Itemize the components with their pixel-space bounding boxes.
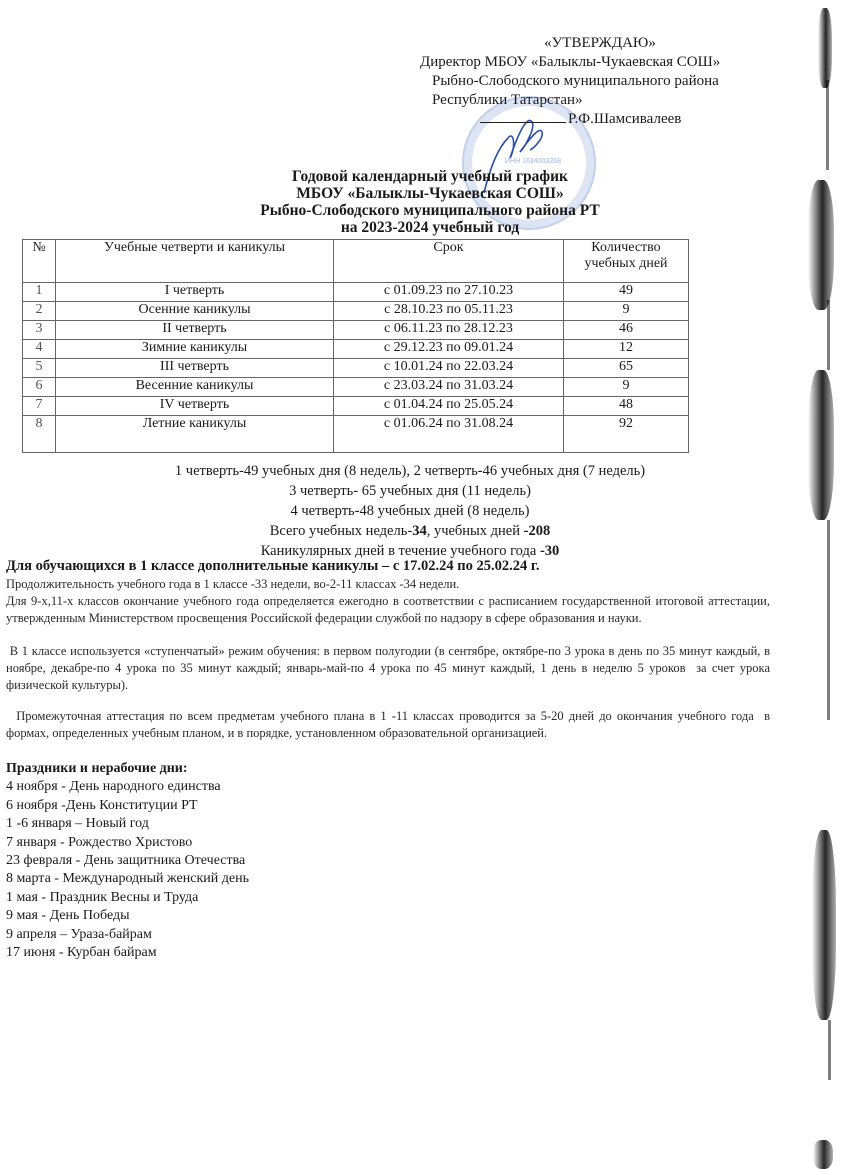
header-days: Количество учебных дней (564, 240, 689, 283)
scan-artifact (826, 80, 829, 170)
holiday-item: 1 -6 января – Новый год (6, 816, 149, 832)
holiday-item: 1 мая - Праздник Весны и Труда (6, 889, 199, 905)
extra-vacation-notice: Для обучающихся в 1 классе дополнительные каникулы – с 17.02.24 по 25.02.24 г. (6, 558, 540, 574)
holiday-item: 23 февраля - День защитника Отечества (6, 853, 246, 869)
row-number: 2 (23, 302, 56, 321)
row-days: 48 (564, 397, 689, 416)
title-line-2: МБОУ «Балыклы-Чукаевская СОШ» (296, 185, 564, 202)
row-number: 7 (23, 397, 56, 416)
row-period: IV четверть (56, 397, 334, 416)
paragraph-duration: Продолжительность учебного года в 1 классе -33 недели, во-2-11 классах -34 недели. (6, 577, 460, 591)
summary-q3: 3 четверть- 65 учебных дня (11 недель) (289, 483, 531, 499)
row-term: с 06.11.23 по 28.12.23 (334, 321, 564, 340)
holiday-item: 9 апреля – Ураза-байрам (6, 926, 152, 942)
row-days: 9 (564, 302, 689, 321)
row-number: 1 (23, 283, 56, 302)
holiday-item: 17 июня - Курбан байрам (6, 945, 157, 961)
signatory-name: Р.Ф.Шамсивалеев (568, 111, 682, 127)
vacation-days-label: Каникулярных дней в течение учебного года (260, 543, 540, 559)
row-term: с 10.01.24 по 22.03.24 (334, 359, 564, 378)
row-period: Весенние каникулы (56, 378, 334, 397)
table-row (23, 340, 689, 359)
row-number: 8 (23, 416, 56, 453)
holiday-item: 4 ноября - День народного единства (6, 779, 221, 795)
row-days: 12 (564, 340, 689, 359)
holiday-item: 7 января - Рождество Христово (6, 834, 193, 850)
header-number: № (23, 240, 56, 283)
scan-artifact (813, 1140, 833, 1169)
row-term: с 01.04.24 по 25.05.24 (334, 397, 564, 416)
summary-q1-q2: 1 четверть-49 учебных дня (8 недель), 2 четверть-46 учебных дня (7 недель) (174, 463, 646, 479)
scan-artifact (827, 300, 830, 370)
scan-artifact (828, 1020, 831, 1080)
title-line-4: на 2023-2024 учебный год (340, 219, 520, 236)
row-term: с 01.09.23 по 27.10.23 (334, 283, 564, 302)
row-number: 3 (23, 321, 56, 340)
paragraph-attestation: Промежуточная аттестация по всем предметам учебного плана в 1 -11 классах проводится за 5-20 дней до окончания учебного года в формах, определенных учебным планом, и в порядке, установленном образовательной организацией. (6, 709, 777, 740)
stamp-inn-text: ИНН 1634003268 (505, 158, 562, 165)
header-period: Учебные четверти и каникулы (56, 240, 334, 283)
table-row (23, 397, 689, 416)
row-number: 4 (23, 340, 56, 359)
holiday-item: 9 мая - День Победы (6, 908, 130, 924)
row-period: Летние каникулы (56, 416, 334, 453)
row-days: 49 (564, 283, 689, 302)
approval-block (400, 34, 780, 129)
scan-artifact (808, 370, 834, 520)
total-weeks-value: 34 (412, 523, 427, 539)
row-period: III четверть (56, 359, 334, 378)
row-days: 46 (564, 321, 689, 340)
holidays-heading: Праздники и нерабочие дни: (6, 761, 188, 776)
total-days-value: -208 (523, 523, 551, 539)
scan-artifact (818, 8, 832, 88)
table-row (23, 416, 689, 453)
row-period: Зимние каникулы (56, 340, 334, 359)
table-row (23, 359, 689, 378)
table-row (23, 321, 689, 340)
approval-district: Рыбно-Слободского муниципального района (432, 73, 719, 89)
table-row (23, 283, 689, 302)
row-term: с 23.03.24 по 31.03.24 (334, 378, 564, 397)
row-days: 92 (564, 416, 689, 453)
row-days: 65 (564, 359, 689, 378)
totals-weeks-label: Всего учебных недель- (269, 523, 413, 539)
row-number: 5 (23, 359, 56, 378)
summary-totals (40, 521, 780, 541)
summary-q4: 4 четверть-48 учебных дней (8 недель) (290, 503, 530, 519)
totals-days-label: , учебных дней (426, 523, 524, 539)
paragraph-graduation: Для 9-х,11-х классов окончание учебного года определяется ежегодно в соответствии с расписанием государственной итоговой аттестации, утвержденным Министерством просвещения Российской федерации службой по надзору в сфере образования и науки. (6, 594, 770, 625)
row-term: с 29.12.23 по 09.01.24 (334, 340, 564, 359)
summary-block (40, 461, 780, 561)
row-number: 6 (23, 378, 56, 397)
scan-artifact (808, 180, 834, 310)
vacation-days-value: -30 (539, 543, 560, 559)
title-line-1: Годовой календарный учебный график (292, 168, 568, 185)
paragraph-first-grade: В 1 классе используется «ступенчатый» режим обучения: в первом полугодии (в сентябре, октябре-по 3 урока в день по 35 минут каждый, в ноябре, декабре-по 4 урока по 35 минут каждый; январь-май-по 4 урока по 45 минут каждый, 1 день в неделю 5 уроков за счет урока физической культуры). (6, 644, 774, 692)
table-row (23, 378, 689, 397)
row-period: II четверть (56, 321, 334, 340)
approval-signature-line (400, 110, 780, 129)
header-term: Срок (334, 240, 564, 283)
holidays-list (6, 760, 249, 962)
row-period: Осенние каникулы (56, 302, 334, 321)
row-period: I четверть (56, 283, 334, 302)
approval-position: Директор МБОУ «Балыклы-Чукаевская СОШ» (420, 54, 721, 70)
holiday-item: 8 марта - Международный женский день (6, 871, 249, 887)
row-term: с 28.10.23 по 05.11.23 (334, 302, 564, 321)
document-title (150, 168, 710, 236)
row-term: с 01.06.24 по 31.08.24 (334, 416, 564, 453)
table-header-row (23, 240, 689, 283)
scan-artifact (812, 830, 836, 1020)
table-row (23, 302, 689, 321)
scan-artifact (827, 520, 830, 720)
approval-heading: «УТВЕРЖДАЮ» (544, 35, 656, 51)
approval-republic: Республики Татарстан» (432, 92, 583, 108)
schedule-table (22, 239, 689, 453)
holiday-item: 6 ноября -День Конституции РТ (6, 797, 198, 813)
title-line-3: Рыбно-Слободского муниципального района РТ (260, 202, 600, 219)
signature-line (480, 110, 566, 123)
row-days: 9 (564, 378, 689, 397)
